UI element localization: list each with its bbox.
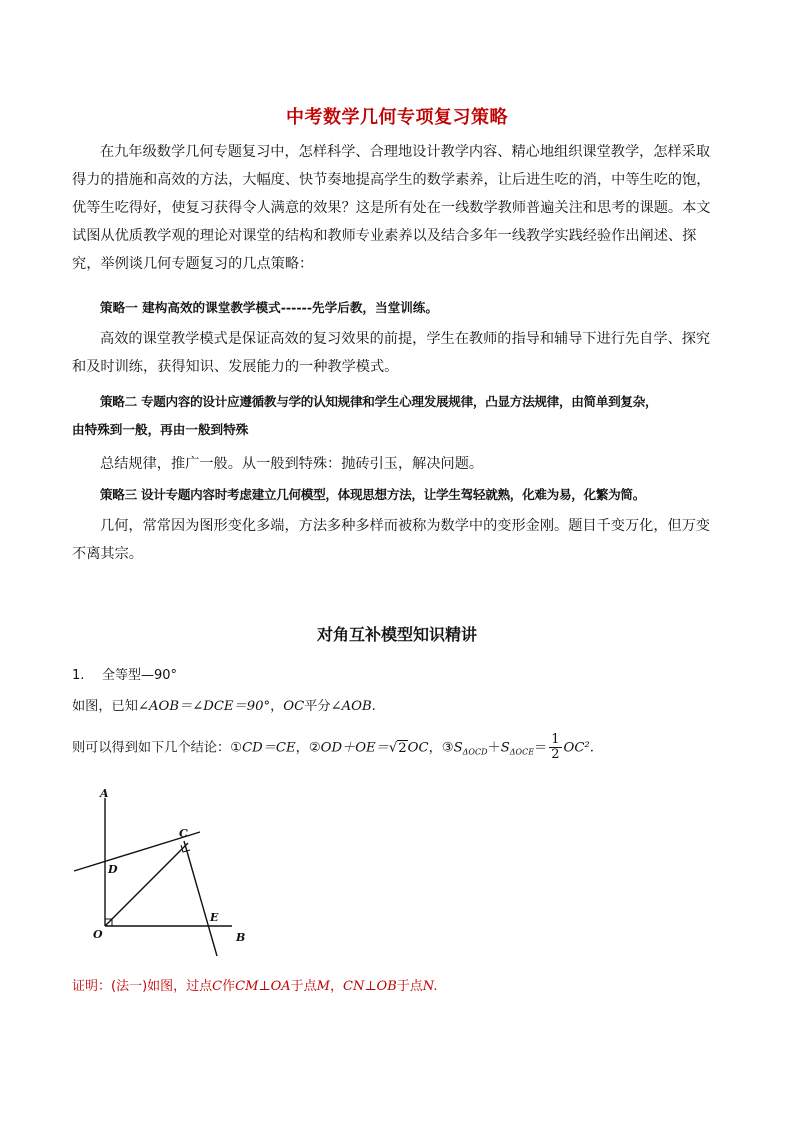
conclusion-sep-1: ，② (295, 740, 321, 756)
proof-prefix: 证明：(法一)如图，过点 (72, 979, 213, 994)
conclusion-3-end: OC². (563, 740, 594, 756)
label-d: D (108, 863, 118, 876)
strategy-3-text: 策略三 设计专题内容时考虑建立几何模型，体现思想方法，让学生驾轻就熟，化难为易，化繁为简。 (100, 487, 646, 502)
plus-sign: ＋ (487, 740, 501, 756)
area-s-1: S (453, 740, 463, 756)
proof-cm-perp: CM⊥OA (235, 979, 291, 994)
label-e: E (210, 911, 219, 924)
list-item-number: 1. (72, 668, 85, 683)
page-title: 中考数学几何专项复习策略 (286, 107, 508, 128)
proof-line (72, 975, 437, 994)
strategy-1-text: 策略一 建构高效的课堂教学模式------先学后教，当堂训练。 (100, 300, 438, 315)
given-bisect: 平分 (304, 699, 331, 714)
given-separator: ， (270, 699, 284, 714)
list-item-text: 全等型—90° (102, 668, 178, 683)
sqrt-symbol: √2 (388, 740, 407, 756)
proof-make: 作 (222, 979, 236, 994)
label-a: A (100, 787, 109, 800)
given-prefix: 如图，已知 (72, 699, 138, 714)
area-sub-ocd: ΔOCD (462, 747, 488, 757)
fraction-half (549, 733, 561, 762)
proof-point-c: C (212, 979, 223, 994)
strategy-1-heading (72, 294, 724, 322)
proof-separator: ， (329, 979, 343, 994)
sqrt-value: 2 (398, 740, 407, 756)
label-o: O (93, 928, 103, 941)
conclusion-sep-2: ，③ (428, 740, 454, 756)
equals-sign: ＝ (534, 740, 548, 756)
intro-paragraph: 在九年级数学几何专题复习中，怎样科学、合理地设计教学内容、精心地组织课堂教学，怎样采取得力的措施和高效的方法，大幅度、快节奏地提高学生的数学素养，让后进生吃的消，中等生吃的饱，优等生吃得好，使复习获得令人满意的效果？这是所有处在一线数学教师普遍关注和思考的课题。本文试图从优质教学观的理论对课堂的结构和教师专业素养以及结合多年一线教学实践经验作出阐述、探究，举例谈几何专题复习的几点策略： (72, 144, 711, 272)
geometry-figure (66, 780, 266, 960)
area-sub-oce: ΔOCE (509, 747, 535, 757)
segment-oc (105, 843, 188, 926)
given-statement (72, 695, 376, 714)
strategy-2-line-1: 策略二 专题内容的设计应遵循教与学的认知规律和学生心理发展规律，凸显方法规律，由简单到复杂， (100, 394, 658, 409)
conclusion-prefix: 则可以得到如下几个结论：① (72, 740, 243, 756)
given-angles: ∠AOB＝∠DCE＝90° (137, 699, 271, 714)
list-item-1 (72, 664, 177, 683)
proof-point-m: M (316, 979, 330, 994)
label-b: B (236, 931, 246, 944)
fraction-numerator: 1 (551, 732, 560, 747)
section-title: 对角互补模型知识精讲 (316, 625, 477, 644)
strategy-3-heading (72, 481, 724, 509)
line-ce (184, 841, 217, 956)
strategy-1-paragraph: 高效的课堂教学模式是保证高效的复习效果的前提，学生在教师的指导和辅导下进行先自学、探究和及时训练，获得知识、发展能力的一种教学模式。 (72, 331, 711, 375)
conclusion-2-right: OC (407, 740, 429, 756)
proof-at-point-2: 于点 (396, 979, 423, 994)
area-s-2: S (500, 740, 510, 756)
given-oc: OC (283, 699, 305, 714)
proof-point-n: N. (422, 979, 438, 994)
label-c: C (179, 827, 188, 840)
strategy-2-line-2: 由特殊到一般，再由一般到特殊 (72, 422, 249, 437)
proof-cn-perp: CN⊥OB (343, 979, 397, 994)
strategy-2-heading (72, 388, 724, 444)
fraction-denominator: 2 (551, 747, 560, 762)
proof-at-point-1: 于点 (290, 979, 317, 994)
strategy-3-paragraph: 几何，常常因为图形变化多端，方法多种多样而被称为数学中的变形金刚。题目千变万化，但万变不离其宗。 (72, 518, 711, 562)
conclusion-statement (72, 733, 594, 762)
conclusion-1: CD＝CE (242, 740, 296, 756)
conclusion-2-left: OD＋OE＝ (320, 740, 389, 756)
given-angle-aob: ∠AOB. (330, 699, 376, 714)
strategy-2-paragraph: 总结规律，推广一般。从一般到特殊：抛砖引玉，解决问题。 (100, 456, 484, 472)
